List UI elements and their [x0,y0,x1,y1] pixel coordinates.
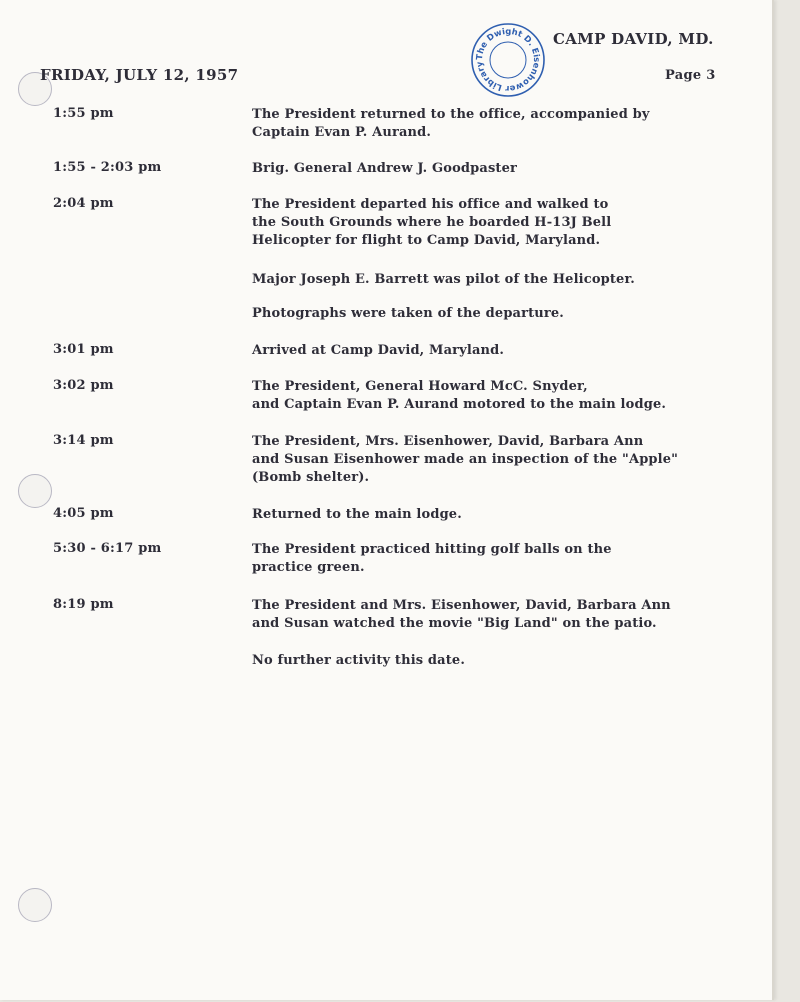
entry-line: The President and Mrs. Eisenhower, David, Barbara Ann [252,598,671,613]
svg-text:The Dwight D. Eisenhower Libra: The Dwight D. Eisenhower Library [473,25,543,95]
entry-time: 8:19 pm [53,597,114,612]
entry-line: Photographs were taken of the departure. [252,306,564,321]
entry-text [252,196,752,250]
entry-line: The President returned to the office, accompanied by [252,107,650,122]
entry-time: 4:05 pm [53,506,114,521]
entry-line: Helicopter for flight to Camp David, Maryland. [252,233,601,248]
entry-time: 3:14 pm [53,433,114,448]
entry-line: No further activity this date. [252,653,465,668]
entry-text [252,597,752,633]
entry-time: 2:04 pm [53,196,114,211]
entry-text [252,506,752,524]
entry-text [252,433,752,487]
entry-text [252,106,752,142]
entry-line: and Captain Evan P. Aurand motored to the main lodge. [252,397,667,412]
entry-time: 1:55 pm [53,106,114,121]
entry-line: The President, Mrs. Eisenhower, David, Barbara Ann [252,434,644,449]
entry-text [252,305,752,323]
entry-line: (Bomb shelter). [252,470,370,485]
entry-line: The President departed his office and walked to [252,197,609,212]
entry-time: 3:02 pm [53,378,114,393]
entry-time: 1:55 - 2:03 pm [53,160,162,175]
entry-text [252,541,752,577]
library-stamp [470,22,546,98]
entry-line: and Susan watched the movie "Big Land" on the patio. [252,616,657,631]
entry-line: Returned to the main lodge. [252,507,462,522]
entry-time: 3:01 pm [53,342,114,357]
entry-line: The President practiced hitting golf balls on the [252,542,612,557]
entry-text [252,342,752,360]
entry-line: Major Joseph E. Barrett was pilot of the Helicopter. [252,272,635,287]
entry-text [252,160,752,178]
entry-line: Brig. General Andrew J. Goodpaster [252,161,517,176]
entry-text [252,652,752,670]
entry-line: the South Grounds where he boarded H-13J Bell [252,215,612,230]
entry-text [252,378,752,414]
entry-line: and Susan Eisenhower made an inspection of the "Apple" [252,452,679,467]
entry-text [252,271,752,289]
page-number: Page 3 [665,68,716,83]
entry-time: 5:30 - 6:17 pm [53,541,162,556]
date-header: FRIDAY, JULY 12, 1957 [40,66,239,84]
punch-hole-bottom [18,888,52,922]
punch-hole-middle [18,474,52,508]
entry-line: practice green. [252,560,365,575]
entry-line: Arrived at Camp David, Maryland. [252,343,505,358]
entry-line: Captain Evan P. Aurand. [252,125,432,140]
location-header: CAMP DAVID, MD. [553,30,714,48]
entry-line: The President, General Howard McC. Snyder, [252,379,588,394]
